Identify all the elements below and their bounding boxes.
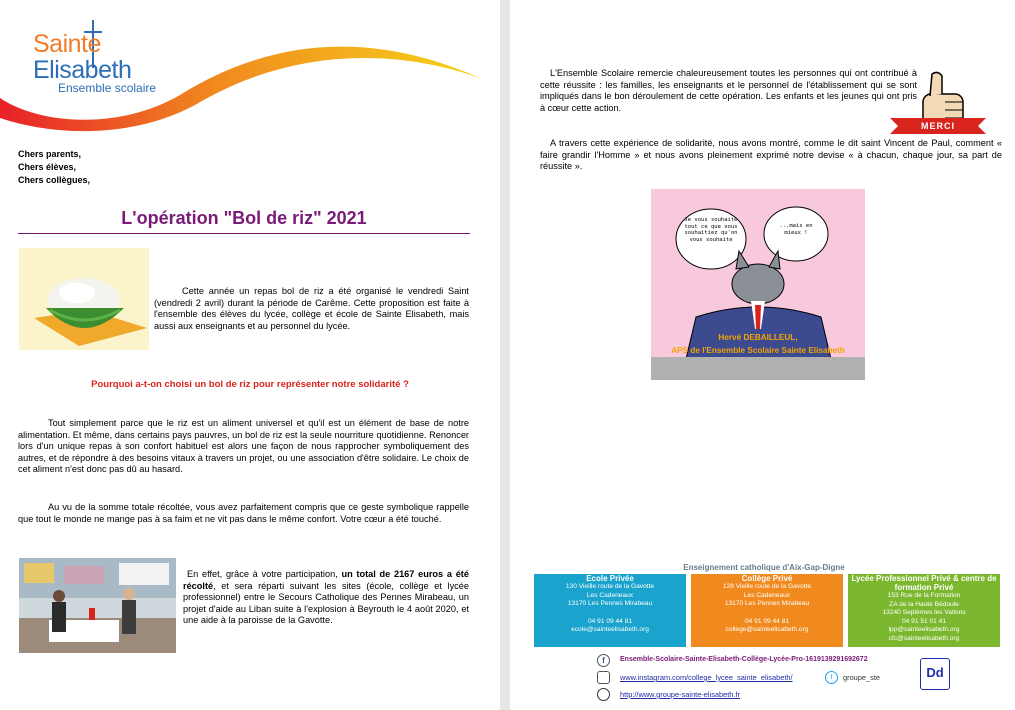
left-page	[0, 0, 500, 710]
question-heading: Pourquoi a-t-on choisi un bol de riz pour représenter notre solidarité ?	[91, 379, 409, 390]
box-email[interactable]: ecole@sainteelisabeth.org	[571, 626, 649, 634]
signature-name: Hervé DEBAILLEUL,	[718, 333, 798, 342]
box-email[interactable]: college@sainteelisabeth.org	[725, 626, 809, 634]
box-address: 128 Vieille route de la Gavotte	[722, 583, 812, 590]
box-phone: 04 91 51 01 41	[902, 617, 946, 625]
logo-text-subtitle: Ensemble scolaire	[58, 81, 157, 95]
greeting-line: Chers collègues,	[18, 175, 91, 185]
box-address: 13170 Les Pennes Mirabeau	[724, 600, 810, 608]
signature-role: APS de l'Ensemble Scolaire Sainte Elisabeth	[671, 346, 845, 355]
vincent-text: A travers cette expérience de solidarité, nous avons montré, comme le dit saint Vincent de Paul, comment « faire grandir l'Homme » et nous avons pleinement exprimé notre devise « à chacun, chaque jour, sa part de réussite ».	[540, 138, 1002, 172]
rice-bowl-image	[19, 248, 149, 350]
cartoon-cat-image	[651, 189, 865, 380]
logo-text-elisabeth: Elisabeth	[33, 56, 132, 84]
donation-text-b: , et sera réparti suivant les sites (école, collège et lycée professionnel) entre le Secours Catholique des Pennes Mirabeau, un projet d'aide au Liban suite à l'explosion à Beyrouth le 4 août 2020, et une aide à la paroisse de la Gavotte.	[183, 580, 469, 626]
merci-label: MERCI	[921, 121, 955, 131]
instagram-icon[interactable]	[597, 671, 610, 684]
donation-text-a: En effet, grâce à votre participation,	[187, 569, 342, 579]
speech-bubble-right: ...mais en mieux !	[779, 223, 813, 236]
box-phone: 04 91 09 44 81	[588, 617, 632, 625]
box-address: Les Cadeneaux	[743, 591, 791, 599]
merci-thumbs-up-icon	[888, 68, 988, 144]
box-phone: 04 91 09 44 81	[745, 617, 789, 625]
right-page	[510, 0, 1015, 710]
total-text: Au vu de la somme totale récoltée, vous avez parfaitement compris que ce geste symbolique rappelle que tout le monde ne mange pas à sa faim et ne vit pas dans le même confort. Votre cœur a été touché.	[18, 502, 469, 524]
facebook-link[interactable]: Ensemble-Scolaire-Sainte-Elisabeth-Collège-Lycée-Pro-1619139291692672	[620, 656, 868, 663]
thanks-paragraph	[540, 68, 917, 114]
intro-paragraph	[154, 286, 469, 332]
twitter-icon[interactable]: t	[825, 671, 838, 684]
box-address: 13170 Les Pennes Mirabeau	[567, 600, 653, 608]
greeting-line: Chers élèves,	[18, 162, 77, 172]
page-title: L'opération "Bol de riz" 2021	[18, 208, 470, 234]
instagram-link[interactable]: www.instagram.com/college_lycee_sainte_elisabeth/	[620, 673, 793, 682]
greeting	[18, 148, 90, 187]
thanks-text: L'Ensemble Scolaire remercie chaleureusement toutes les personnes qui ont contribué à cette réussite : les familles, les enseignants et le personnel de l'établissement qui se sont impliqués dans le bon déroulement de cette opération. Les enfants et les jeunes qui ont pris à cœur cette action.	[540, 68, 917, 113]
datadock-badge: Dd	[920, 658, 950, 690]
explanation-paragraph	[18, 418, 469, 476]
explanation-text: Tout simplement parce que le riz est un aliment universel et qu'il est un élément de base de notre alimentation. Et même, dans certains pays pauvres, un bol de riz est la seule nourriture quotidienne. Renoncer lors d'un unique repas à son confort habituel est alors une façon de nous rapprocher symboliquement des autres, et de répondre à des besoins vitaux à travers un projet, ou une association d'être solidaire. Le choix de cet aliment n'est donc pas dû au hasard.	[18, 418, 469, 475]
lycee-contact-box	[848, 574, 1000, 647]
classroom-photo	[19, 558, 176, 653]
box-title: Lycée Professionnel Privé & centre de formation Privé	[851, 574, 997, 592]
total-paragraph	[18, 502, 469, 525]
intro-text: Cette année un repas bol de riz a été organisé le vendredi Saint (vendredi 2 avril) durant la période de Carême. Cette proposition est faite à l'ensemble des élèves du lycée, collège et école de Sainte Elisabeth, mais aussi aux enseignants et au personnel du lycée.	[154, 286, 469, 331]
twitter-handle[interactable]: groupe_ste	[843, 673, 880, 682]
ecole-contact-box	[534, 574, 686, 647]
greeting-line: Chers parents,	[18, 149, 82, 159]
box-address: 130 Vieille route de la Gavotte	[565, 583, 655, 590]
box-address: 153 Rue de la Formation	[887, 592, 961, 599]
speech-bubble-left: Je vous souhaite tout ce que vous souhaitiez qu'on vous souhaite	[684, 217, 738, 243]
website-link[interactable]: http://www.groupe-sainte-elisabeth.fr	[620, 690, 740, 699]
box-address: Les Cadeneaux	[586, 591, 634, 599]
box-title: Ecole Privée	[586, 574, 634, 583]
box-email[interactable]: lpp@sainteelisabeth.org	[888, 626, 960, 634]
box-title: Collège Privé	[741, 574, 793, 583]
footer-title: Enseignement catholique d'Aix-Gap-Digne	[683, 563, 845, 572]
logo-text-sainte: Sainte	[33, 30, 101, 58]
donation-total: un total de 2167 euros a été récolté	[183, 569, 469, 591]
college-contact-box	[691, 574, 843, 647]
vincent-paragraph	[540, 138, 1002, 173]
facebook-icon[interactable]: f	[597, 654, 610, 667]
box-address: 13240 Septèmes les Vallons	[882, 609, 966, 617]
donation-paragraph	[183, 569, 469, 627]
box-address: ZA de la Haute Bédoule	[889, 600, 959, 608]
box-email[interactable]: cfc@sainteelisabeth.org	[888, 634, 960, 642]
globe-icon[interactable]	[597, 688, 610, 701]
